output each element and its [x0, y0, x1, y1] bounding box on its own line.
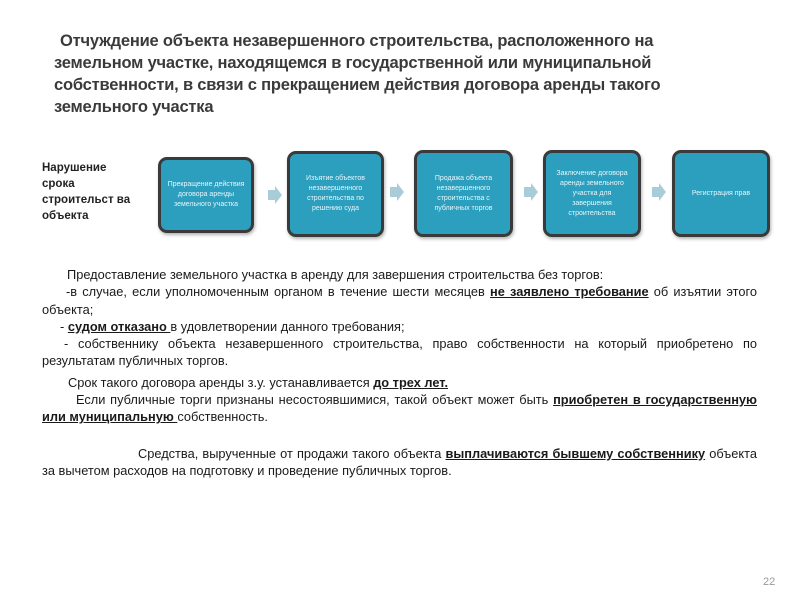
arrow-right-icon [268, 186, 282, 204]
text: Если публичные торги признаны несостоявшимися, такой объект может быть [76, 392, 554, 408]
arrow-right-icon [652, 183, 666, 201]
step-label: Регистрация прав [691, 189, 751, 197]
emphasis: судом отказано [67, 318, 171, 334]
text: -в случае, если уполномоченным органом в течение шести месяцев [66, 284, 491, 300]
arrow-right-icon [524, 183, 538, 201]
slide-title-text: Отчуждение объекта незавершенного строительства, расположенного на земельном участке, находящемся в государственной или муниципальной собственности, в связи с прекращением действия договора аренды такого земельного участка [54, 32, 661, 116]
text: собственность. [177, 409, 268, 425]
step-box-3 [414, 150, 513, 237]
emphasis: до трех лет. [373, 374, 448, 390]
text: Предоставление земельного участка в аренду для завершения строительства без торгов: [67, 267, 604, 282]
step-box-5 [672, 150, 770, 237]
text: объекта за вычетом расходов на подготовку и проведение публичных торгов. [42, 445, 757, 478]
step-label: Изъятие объектов незавершенного строительства по решению суда [305, 175, 366, 212]
page-number: 22 [763, 576, 776, 588]
step-label: Прекращение действия договора аренды земельного участка [167, 181, 245, 208]
text: в удовлетворении данного требования; [170, 318, 405, 334]
text: Срок такого договора аренды з.у. устанавливается [68, 374, 374, 390]
emphasis: выплачиваются бывшему собственнику [445, 445, 706, 461]
paragraph [42, 318, 757, 335]
arrow-right-icon [390, 183, 404, 201]
emphasis: приобретен в государственную или муниципальную [42, 392, 757, 425]
paragraph [42, 391, 757, 426]
diagram-left-label: Нарушение срока строительст ва объекта [42, 162, 131, 222]
step-box-4 [543, 150, 641, 237]
step-label: Продажа объекта незавершенного строительства с публичных торгов [434, 174, 493, 212]
emphasis: не заявлено требование [490, 284, 649, 300]
paragraph [42, 335, 757, 370]
step-box-2 [287, 151, 384, 237]
text: об изъятии этого объекта; [42, 284, 757, 317]
paragraph [42, 374, 757, 391]
body-text [42, 266, 757, 479]
text: - собственнику объекта незавершенного строительства, право собственности на который приобретено по результатам публичных торгов. [42, 336, 757, 369]
text: - [60, 318, 68, 334]
paragraph [42, 283, 757, 318]
step-box-1 [158, 157, 254, 233]
slide-title [54, 30, 744, 118]
text: Средства, вырученные от продажи такого объекта [138, 445, 446, 461]
paragraph [42, 266, 757, 283]
step-label: Заключение договора аренды земельного участка для завершения строительства [556, 169, 628, 217]
paragraph [42, 445, 757, 480]
